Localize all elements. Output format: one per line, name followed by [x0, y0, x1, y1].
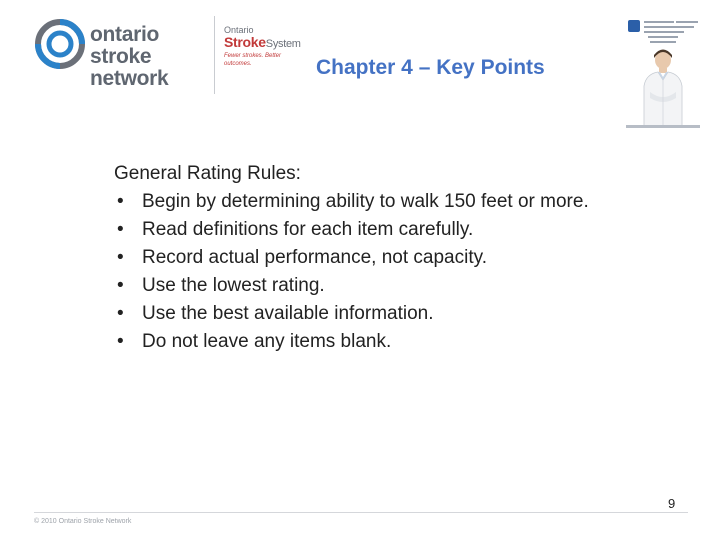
rules-list	[114, 188, 654, 356]
oss-stroke-word: Stroke	[224, 34, 266, 50]
rule-item: • Do not leave any items blank.	[114, 328, 654, 356]
rules-heading: General Rating Rules:	[114, 163, 301, 184]
rule-item: • Record actual performance, not capacity.	[114, 244, 654, 272]
document-logo-icon	[628, 20, 640, 32]
footer-divider	[34, 512, 688, 513]
header-divider	[214, 16, 215, 94]
rule-item: • Read definitions for each item carefully.	[114, 216, 654, 244]
rule-item: • Use the best available information.	[114, 300, 654, 328]
osn-ring-icon	[34, 18, 86, 70]
clinician-photo-icon	[632, 46, 694, 126]
ontario-stroke-network-logo	[34, 18, 214, 90]
document-thumbnail-header	[626, 18, 700, 46]
osn-line1: ontario stroke	[90, 23, 160, 68]
rule-item: • Begin by determining ability to walk 150 feet or more.	[114, 188, 654, 216]
slide-title: Chapter 4 – Key Points	[316, 56, 545, 79]
slide-body	[114, 160, 654, 356]
document-thumbnail	[626, 18, 700, 130]
rule-item: • Use the lowest rating.	[114, 272, 654, 300]
oss-line1: Ontario	[224, 25, 254, 35]
copyright-text: © 2010 Ontario Stroke Network	[34, 518, 132, 525]
document-footer-line	[626, 125, 700, 128]
ontario-stroke-system-logo	[224, 25, 310, 65]
osn-line2: network	[90, 67, 169, 90]
osn-wordmark	[90, 24, 214, 90]
page-number: 9	[668, 496, 676, 511]
oss-line2	[224, 35, 310, 52]
oss-tagline: Fewer strokes. Better outcomes.	[224, 53, 282, 67]
oss-system-word: System	[265, 38, 301, 50]
